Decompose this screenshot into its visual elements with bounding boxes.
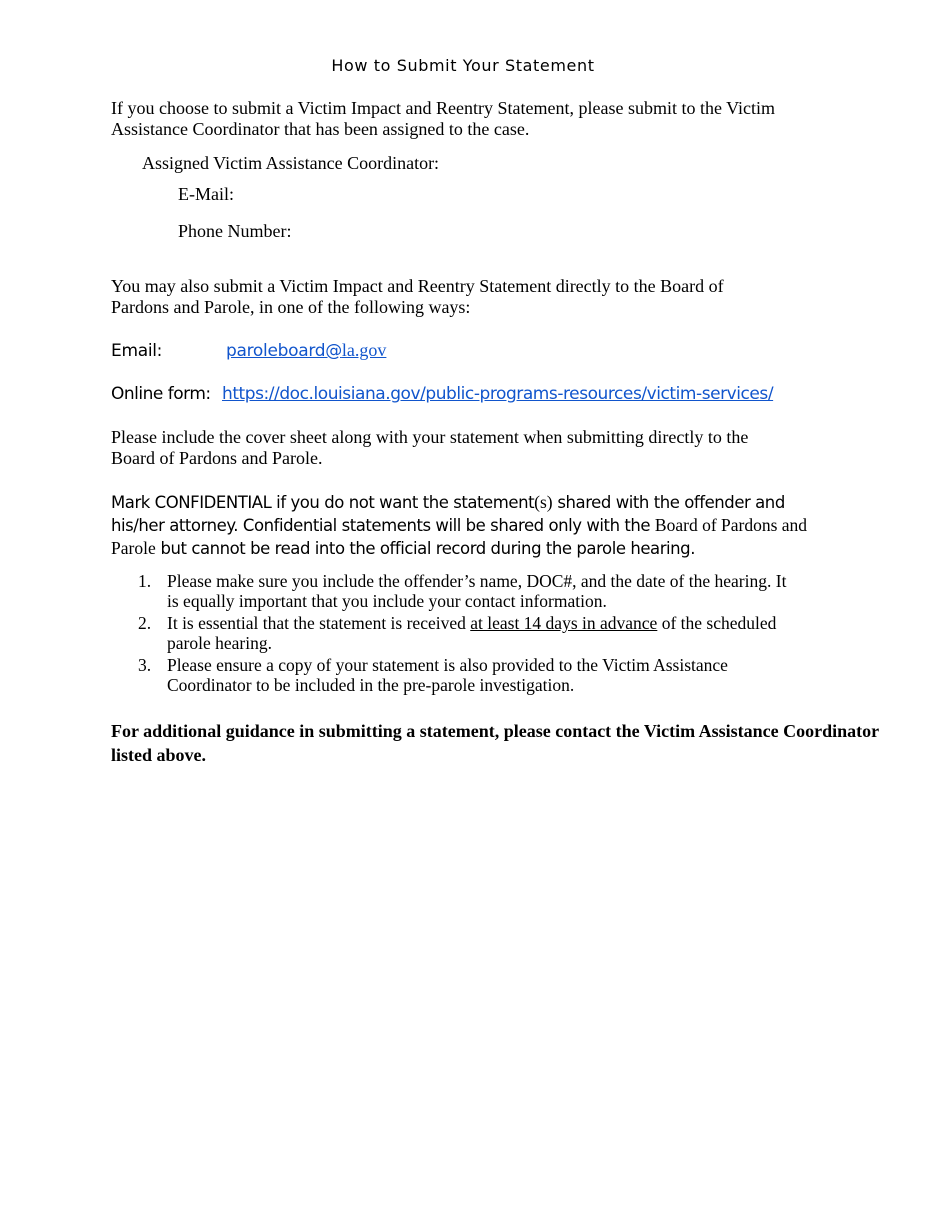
guidance-line-1: For additional guidance in submitting a statement, please contact the Victim Assistance Coordinator [111, 721, 880, 741]
confidential-notice [111, 491, 807, 560]
board-intro-paragraph [111, 276, 724, 318]
board-email-label: Email: [111, 341, 163, 361]
online-form-link[interactable]: https://doc.louisiana.gov/public-programs-resources/victim-services/ [222, 384, 774, 404]
coordinator-email-label: E-Mail: [178, 184, 234, 204]
board-email-user: paroleboard@ [226, 341, 342, 361]
intro-paragraph [111, 98, 775, 140]
confidential-line-3: Parole but cannot be read into the official record during the parole hearing. [111, 538, 696, 558]
list-item-number: 2. [138, 613, 152, 633]
intro-line-2: Assistance Coordinator that has been assigned to the case. [111, 119, 530, 139]
board-intro-line-2: Pardons and Parole, in one of the following ways: [111, 297, 471, 317]
coordinator-label: Assigned Victim Assistance Coordinator: [142, 153, 440, 173]
guidance-paragraph [111, 719, 879, 767]
board-email-link[interactable] [226, 340, 386, 361]
cover-sheet-line-1: Please include the cover sheet along with your statement when submitting directly to the [111, 427, 749, 447]
list-item-number: 3. [138, 655, 152, 675]
list-item: 1. Please make sure you include the offender’s name, DOC#, and the date of the hearing. It is equally important that you include your contact information. [138, 571, 787, 611]
list-item: 3. Please ensure a copy of your statement is also provided to the Victim Assistance Coordinator to be included in the pre-parole investigation. [138, 655, 728, 695]
cover-sheet-line-2: Board of Pardons and Parole. [111, 448, 323, 468]
list-item: 2. It is essential that the statement is received at least 14 days in advance of the scheduled parole hearing. [138, 613, 777, 653]
confidential-line-1: Mark CONFIDENTIAL if you do not want the statement(s) shared with the offender and [111, 492, 785, 512]
cover-sheet-paragraph [111, 427, 748, 469]
deadline-emphasis: at least 14 days in advance [470, 613, 658, 633]
page-title: How to Submit Your Statement [331, 56, 595, 75]
list-item-number: 1. [138, 571, 152, 591]
board-email-domain: la.gov [341, 340, 387, 360]
guidance-line-2: listed above. [111, 745, 207, 765]
confidential-line-2: his/her attorney. Confidential statements will be shared only with the Board of Pardons and [111, 515, 808, 535]
intro-line-1: If you choose to submit a Victim Impact and Reentry Statement, please submit to the Victim [111, 98, 776, 118]
board-intro-line-1: You may also submit a Victim Impact and Reentry Statement directly to the Board of [111, 276, 724, 296]
online-form-label: Online form: [111, 384, 211, 404]
coordinator-phone-label: Phone Number: [178, 221, 292, 241]
